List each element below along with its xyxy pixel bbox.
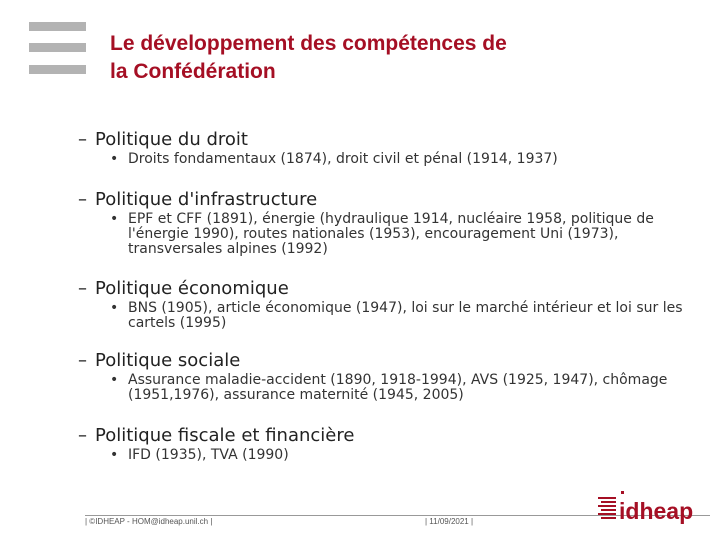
section-heading-text: Politique fiscale et financière [95,425,355,446]
section-droit [78,129,718,167]
section-heading: – Politique du droit [78,129,248,150]
footer-credit: | ©IDHEAP - HOM@idheap.unil.ch | [85,517,213,526]
section-bullet [110,300,712,331]
slide-title-line-2: la Confédération [110,60,276,83]
bullet-dot-icon: • [110,372,119,388]
section-sociale [78,350,718,403]
footer-date: | 11/09/2021 | [425,517,474,526]
bullet-dot-icon: • [110,211,119,227]
bullet-text: EPF et CFF (1891), énergie (hydraulique 1914, nucléaire 1958, politique de l'énergie 1990), routes nationales (1953), encouragement Uni (1973), transversales alpines (1992) [128,211,654,257]
bullet-text: Assurance maladie-accident (1890, 1918-1994), AVS (1925, 1947), chômage (1951,1976), assurance maternité (1945, 2005) [128,372,668,403]
bullet-dot-icon: • [110,447,119,463]
section-heading-text: Politique économique [95,278,289,299]
section-bullet [110,151,712,167]
section-heading-text: Politique d'infrastructure [95,189,318,210]
section-heading: – Politique sociale [78,350,241,371]
bullet-dot-icon: • [110,300,119,316]
section-bullet [110,372,712,403]
section-economique [78,278,718,331]
bullet-text: IFD (1935), TVA (1990) [128,447,289,463]
idheap-logo [598,488,693,526]
section-heading: – Politique fiscale et financière [78,425,355,446]
section-heading: – Politique économique [78,278,289,299]
bullet-text: BNS (1905), article économique (1947), loi sur le marché intérieur et loi sur les cartels (1995) [128,300,683,331]
bullet-text: Droits fondamentaux (1874), droit civil et pénal (1914, 1937) [128,151,558,167]
section-bullet [110,211,712,257]
hamburger-icon [29,22,86,74]
section-heading-text: Politique sociale [95,350,241,371]
section-heading-text: Politique du droit [95,129,248,150]
section-bullet [110,447,712,463]
slide-title [110,30,670,86]
bullet-dot-icon: • [110,151,119,167]
logo-text: idheap [619,498,693,524]
section-infrastructure [78,189,718,257]
section-fiscale [78,425,718,463]
slide-title-line-1: Le développement des compétences de [110,32,507,55]
section-heading: – Politique d'infrastructure [78,189,318,210]
